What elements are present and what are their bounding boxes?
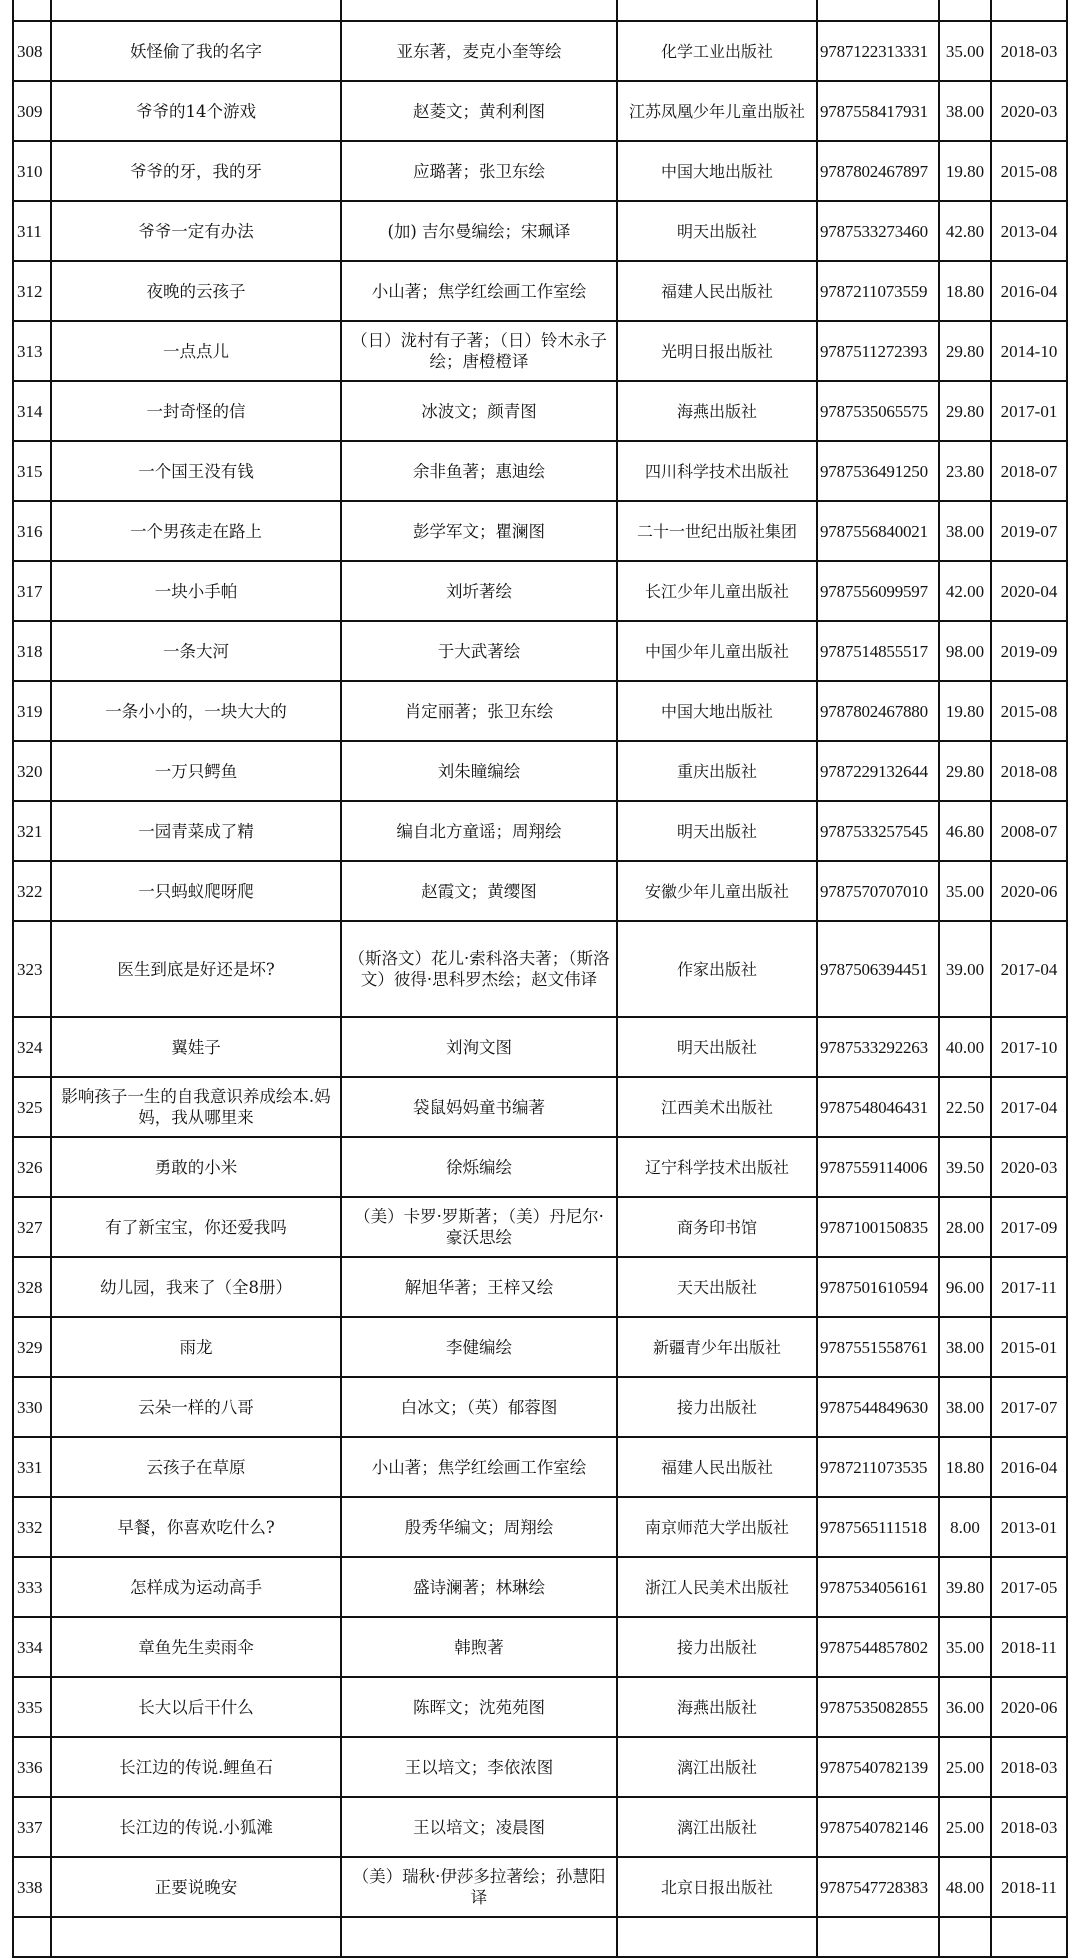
row-number: 337: [13, 1797, 51, 1857]
book-title: 夜晚的云孩子: [51, 261, 341, 321]
book-isbn: 9787536491250: [817, 441, 939, 501]
publish-date: 2018-03: [991, 1797, 1067, 1857]
book-author: 亚东著，麦克小奎等绘: [341, 21, 617, 81]
book-author: (加) 吉尔曼编绘；宋珮译: [341, 201, 617, 261]
book-title: 医生到底是好还是坏?: [51, 921, 341, 1017]
publish-date: 2019-09: [991, 621, 1067, 681]
row-number: 319: [13, 681, 51, 741]
book-title: 云朵一样的八哥: [51, 1377, 341, 1437]
book-price: 35.00: [939, 21, 991, 81]
book-title: 早餐，你喜欢吃什么?: [51, 1497, 341, 1557]
book-publisher: 浙江人民美术出版社: [617, 1557, 817, 1617]
table-row: [13, 21, 1067, 81]
row-number: 312: [13, 261, 51, 321]
book-isbn: 9787211073559: [817, 261, 939, 321]
book-author: 赵霞文；黄缨图: [341, 861, 617, 921]
publish-date: 2017-01: [991, 381, 1067, 441]
book-isbn: 9787534056161: [817, 1557, 939, 1617]
book-author: 刘朱瞳编绘: [341, 741, 617, 801]
table-row-partial-bottom: [13, 1917, 1067, 1957]
book-isbn: 9787122313331: [817, 21, 939, 81]
book-publisher: 南京师范大学出版社: [617, 1497, 817, 1557]
row-number: 325: [13, 1077, 51, 1137]
publish-date: 2020-03: [991, 81, 1067, 141]
table-row: [13, 921, 1067, 1017]
book-publisher: 化学工业出版社: [617, 21, 817, 81]
publish-date: 2020-04: [991, 561, 1067, 621]
row-number: 308: [13, 21, 51, 81]
publish-date: 2013-01: [991, 1497, 1067, 1557]
row-number: 314: [13, 381, 51, 441]
publish-date: 2014-10: [991, 321, 1067, 381]
table-row: [13, 1197, 1067, 1257]
book-author: 赵菱文；黄利利图: [341, 81, 617, 141]
publish-date: 2020-06: [991, 1677, 1067, 1737]
book-price: 35.00: [939, 861, 991, 921]
table-row-partial-top: [13, 0, 1067, 21]
row-number: 321: [13, 801, 51, 861]
book-isbn: 9787535082855: [817, 1677, 939, 1737]
table-row: [13, 1497, 1067, 1557]
book-author: 编自北方童谣；周翔绘: [341, 801, 617, 861]
book-author: 余非鱼著；惠迪绘: [341, 441, 617, 501]
row-number: 313: [13, 321, 51, 381]
book-isbn: 9787544857802: [817, 1617, 939, 1677]
book-price: 28.00: [939, 1197, 991, 1257]
book-publisher: 中国少年儿童出版社: [617, 621, 817, 681]
book-author: 徐烁编绘: [341, 1137, 617, 1197]
book-title: 云孩子在草原: [51, 1437, 341, 1497]
book-publisher: 商务印书馆: [617, 1197, 817, 1257]
book-author: 王以培文；凌晨图: [341, 1797, 617, 1857]
table-row: [13, 681, 1067, 741]
book-publisher: 漓江出版社: [617, 1737, 817, 1797]
book-price: 29.80: [939, 321, 991, 381]
book-price: 38.00: [939, 81, 991, 141]
row-number: 331: [13, 1437, 51, 1497]
book-publisher: 接力出版社: [617, 1617, 817, 1677]
table-row: [13, 1797, 1067, 1857]
book-author: 王以培文；李依浓图: [341, 1737, 617, 1797]
row-number: 310: [13, 141, 51, 201]
row-number: 311: [13, 201, 51, 261]
book-publisher: 天天出版社: [617, 1257, 817, 1317]
row-number: 322: [13, 861, 51, 921]
book-author: 陈晖文；沈苑苑图: [341, 1677, 617, 1737]
row-number: 317: [13, 561, 51, 621]
book-price: 39.80: [939, 1557, 991, 1617]
book-isbn: 9787229132644: [817, 741, 939, 801]
book-publisher: 二十一世纪出版社集团: [617, 501, 817, 561]
publish-date: 2018-11: [991, 1617, 1067, 1677]
book-author: 韩煦著: [341, 1617, 617, 1677]
book-isbn: 9787551558761: [817, 1317, 939, 1377]
row-number: 315: [13, 441, 51, 501]
book-isbn: 9787558417931: [817, 81, 939, 141]
book-isbn: 9787100150835: [817, 1197, 939, 1257]
book-publisher: 福建人民出版社: [617, 261, 817, 321]
book-author: 袋鼠妈妈童书编著: [341, 1077, 617, 1137]
book-title: 一封奇怪的信: [51, 381, 341, 441]
book-price: 42.00: [939, 561, 991, 621]
book-isbn: 9787514855517: [817, 621, 939, 681]
row-number: 338: [13, 1857, 51, 1917]
table-row: [13, 81, 1067, 141]
publish-date: 2015-08: [991, 141, 1067, 201]
book-title: 一点点儿: [51, 321, 341, 381]
book-price: 39.00: [939, 921, 991, 1017]
book-title: 一万只鳄鱼: [51, 741, 341, 801]
row-number: 324: [13, 1017, 51, 1077]
book-price: 25.00: [939, 1737, 991, 1797]
book-author: （日）泷村有子著；（日）铃木永子绘；唐橙橙译: [341, 321, 617, 381]
publish-date: 2017-04: [991, 921, 1067, 1017]
book-isbn: 9787547728383: [817, 1857, 939, 1917]
book-isbn: 9787501610594: [817, 1257, 939, 1317]
book-isbn: 9787556099597: [817, 561, 939, 621]
book-publisher: 明天出版社: [617, 201, 817, 261]
book-isbn: 9787540782139: [817, 1737, 939, 1797]
publish-date: 2018-08: [991, 741, 1067, 801]
table-row: [13, 801, 1067, 861]
table-row: [13, 1317, 1067, 1377]
book-title: 有了新宝宝，你还爱我吗: [51, 1197, 341, 1257]
book-price: 18.80: [939, 261, 991, 321]
row-number: 309: [13, 81, 51, 141]
publish-date: 2016-04: [991, 261, 1067, 321]
publish-date: 2018-03: [991, 21, 1067, 81]
publish-date: 2017-05: [991, 1557, 1067, 1617]
table-row: [13, 1377, 1067, 1437]
book-author: 于大武著绘: [341, 621, 617, 681]
book-publisher: 海燕出版社: [617, 381, 817, 441]
book-price: 48.00: [939, 1857, 991, 1917]
row-number: 329: [13, 1317, 51, 1377]
book-isbn: 9787533292263: [817, 1017, 939, 1077]
book-isbn: 9787535065575: [817, 381, 939, 441]
book-author: 冰波文；颜青图: [341, 381, 617, 441]
row-number: 334: [13, 1617, 51, 1677]
table-row: [13, 1557, 1067, 1617]
book-author: （美）卡罗·罗斯著；（美）丹尼尔·豪沃思绘: [341, 1197, 617, 1257]
book-title: 一只蚂蚁爬呀爬: [51, 861, 341, 921]
book-isbn: 9787548046431: [817, 1077, 939, 1137]
book-publisher: 福建人民出版社: [617, 1437, 817, 1497]
book-publisher: 北京日报出版社: [617, 1857, 817, 1917]
book-author: 肖定丽著；张卫东绘: [341, 681, 617, 741]
book-publisher: 作家出版社: [617, 921, 817, 1017]
book-author: （美）瑞秋·伊莎多拉著绘；孙慧阳译: [341, 1857, 617, 1917]
book-publisher: 辽宁科学技术出版社: [617, 1137, 817, 1197]
book-isbn: 9787802467897: [817, 141, 939, 201]
book-price: 35.00: [939, 1617, 991, 1677]
row-number: 333: [13, 1557, 51, 1617]
book-author: 刘洵文图: [341, 1017, 617, 1077]
book-title: 雨龙: [51, 1317, 341, 1377]
table-row: [13, 1677, 1067, 1737]
book-author: 白冰文；（英）郁蓉图: [341, 1377, 617, 1437]
book-publisher: 江苏凤凰少年儿童出版社: [617, 81, 817, 141]
book-isbn: 9787559114006: [817, 1137, 939, 1197]
book-isbn: 9787533257545: [817, 801, 939, 861]
book-isbn: 9787565111518: [817, 1497, 939, 1557]
table-row: [13, 1017, 1067, 1077]
book-isbn: 9787533273460: [817, 201, 939, 261]
book-publisher: 中国大地出版社: [617, 141, 817, 201]
publish-date: 2020-06: [991, 861, 1067, 921]
book-author: 盛诗澜著；林琳绘: [341, 1557, 617, 1617]
book-publisher: 漓江出版社: [617, 1797, 817, 1857]
book-publisher: 长江少年儿童出版社: [617, 561, 817, 621]
publish-date: 2017-10: [991, 1017, 1067, 1077]
publish-date: 2013-04: [991, 201, 1067, 261]
book-price: 29.80: [939, 741, 991, 801]
table-row: [13, 381, 1067, 441]
table-row: [13, 261, 1067, 321]
row-number: 320: [13, 741, 51, 801]
book-title: 影响孩子一生的自我意识养成绘本.妈妈，我从哪里来: [51, 1077, 341, 1137]
book-price: 46.80: [939, 801, 991, 861]
book-author: 彭学军文；瞿澜图: [341, 501, 617, 561]
table-body: [13, 0, 1067, 1957]
row-number: 332: [13, 1497, 51, 1557]
table-row: [13, 861, 1067, 921]
book-price: 25.00: [939, 1797, 991, 1857]
book-title: 爷爷一定有办法: [51, 201, 341, 261]
book-author: 解旭华著；王梓又绘: [341, 1257, 617, 1317]
book-title: 一块小手帕: [51, 561, 341, 621]
book-title: 长大以后干什么: [51, 1677, 341, 1737]
book-price: 38.00: [939, 1317, 991, 1377]
publish-date: 2015-08: [991, 681, 1067, 741]
book-isbn: 9787556840021: [817, 501, 939, 561]
book-publisher: 安徽少年儿童出版社: [617, 861, 817, 921]
book-title: 一园青菜成了精: [51, 801, 341, 861]
table-row: [13, 1617, 1067, 1677]
publish-date: 2018-07: [991, 441, 1067, 501]
publish-date: 2008-07: [991, 801, 1067, 861]
book-publisher: 中国大地出版社: [617, 681, 817, 741]
row-number: 336: [13, 1737, 51, 1797]
book-list-table: [12, 0, 1068, 1958]
publish-date: 2020-03: [991, 1137, 1067, 1197]
row-number: 335: [13, 1677, 51, 1737]
table-row: [13, 1437, 1067, 1497]
book-price: 40.00: [939, 1017, 991, 1077]
book-author: 小山著；焦学红绘画工作室绘: [341, 261, 617, 321]
book-author: 刘圻著绘: [341, 561, 617, 621]
book-title: 妖怪偷了我的名字: [51, 21, 341, 81]
book-title: 爷爷的牙，我的牙: [51, 141, 341, 201]
row-number: 326: [13, 1137, 51, 1197]
book-author: （斯洛文）花儿·索科洛夫著；（斯洛文）彼得·思科罗杰绘；赵文伟译: [341, 921, 617, 1017]
book-price: 19.80: [939, 141, 991, 201]
book-publisher: 明天出版社: [617, 801, 817, 861]
book-price: 42.80: [939, 201, 991, 261]
book-title: 章鱼先生卖雨伞: [51, 1617, 341, 1677]
publish-date: 2019-07: [991, 501, 1067, 561]
book-title: 幼儿园，我来了（全8册）: [51, 1257, 341, 1317]
book-price: 23.80: [939, 441, 991, 501]
book-title: 一条小小的，一块大大的: [51, 681, 341, 741]
book-price: 19.80: [939, 681, 991, 741]
book-isbn: 9787211073535: [817, 1437, 939, 1497]
publish-date: 2018-11: [991, 1857, 1067, 1917]
book-publisher: 海燕出版社: [617, 1677, 817, 1737]
book-title: 正要说晚安: [51, 1857, 341, 1917]
table-row: [13, 141, 1067, 201]
table-row: [13, 1137, 1067, 1197]
row-number: 323: [13, 921, 51, 1017]
table-row: [13, 741, 1067, 801]
publish-date: 2017-04: [991, 1077, 1067, 1137]
book-title: 怎样成为运动高手: [51, 1557, 341, 1617]
book-isbn: 9787511272393: [817, 321, 939, 381]
table-row: [13, 561, 1067, 621]
book-price: 38.00: [939, 1377, 991, 1437]
book-title: 翼娃子: [51, 1017, 341, 1077]
book-price: 8.00: [939, 1497, 991, 1557]
book-price: 96.00: [939, 1257, 991, 1317]
book-publisher: 重庆出版社: [617, 741, 817, 801]
book-title: 长江边的传说.小狐滩: [51, 1797, 341, 1857]
book-author: 李健编绘: [341, 1317, 617, 1377]
book-isbn: 9787506394451: [817, 921, 939, 1017]
book-publisher: 光明日报出版社: [617, 321, 817, 381]
publish-date: 2018-03: [991, 1737, 1067, 1797]
book-publisher: 新疆青少年出版社: [617, 1317, 817, 1377]
book-isbn: 9787540782146: [817, 1797, 939, 1857]
table-row: [13, 1077, 1067, 1137]
book-publisher: 四川科学技术出版社: [617, 441, 817, 501]
table-row: [13, 201, 1067, 261]
book-publisher: 接力出版社: [617, 1377, 817, 1437]
book-price: 39.50: [939, 1137, 991, 1197]
row-number: 328: [13, 1257, 51, 1317]
book-author: 殷秀华编文；周翔绘: [341, 1497, 617, 1557]
book-title: 一条大河: [51, 621, 341, 681]
book-title: 爷爷的14个游戏: [51, 81, 341, 141]
book-isbn: 9787544849630: [817, 1377, 939, 1437]
table-row: [13, 441, 1067, 501]
book-author: 应璐著；张卫东绘: [341, 141, 617, 201]
book-title: 一个国王没有钱: [51, 441, 341, 501]
table-row: [13, 1857, 1067, 1917]
book-isbn: 9787570707010: [817, 861, 939, 921]
book-price: 38.00: [939, 501, 991, 561]
row-number: 318: [13, 621, 51, 681]
book-publisher: 明天出版社: [617, 1017, 817, 1077]
book-title: 勇敢的小米: [51, 1137, 341, 1197]
book-price: 18.80: [939, 1437, 991, 1497]
book-title: 一个男孩走在路上: [51, 501, 341, 561]
publish-date: 2015-01: [991, 1317, 1067, 1377]
publish-date: 2017-09: [991, 1197, 1067, 1257]
row-number: 330: [13, 1377, 51, 1437]
book-price: 98.00: [939, 621, 991, 681]
table-row: [13, 321, 1067, 381]
book-price: 29.80: [939, 381, 991, 441]
publish-date: 2017-11: [991, 1257, 1067, 1317]
book-title: 长江边的传说.鲤鱼石: [51, 1737, 341, 1797]
publish-date: 2017-07: [991, 1377, 1067, 1437]
table-row: [13, 621, 1067, 681]
row-number: 327: [13, 1197, 51, 1257]
book-price: 22.50: [939, 1077, 991, 1137]
table-row: [13, 1257, 1067, 1317]
row-number: 316: [13, 501, 51, 561]
table-row: [13, 1737, 1067, 1797]
book-price: 36.00: [939, 1677, 991, 1737]
book-publisher: 江西美术出版社: [617, 1077, 817, 1137]
book-author: 小山著；焦学红绘画工作室绘: [341, 1437, 617, 1497]
publish-date: 2016-04: [991, 1437, 1067, 1497]
table-row: [13, 501, 1067, 561]
book-isbn: 9787802467880: [817, 681, 939, 741]
